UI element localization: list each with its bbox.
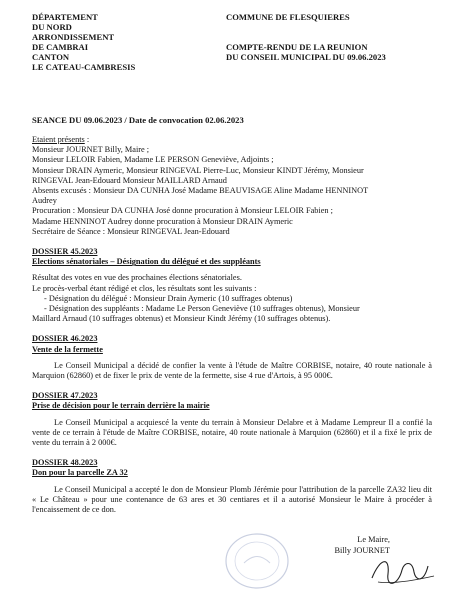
attendance-line: Absents excusés : Monsieur DA CUNHA José Madame BEAUVISAGE Aline Madame HENNINOT	[32, 186, 369, 196]
dossier-title: Don pour la parcelle ZA 32	[32, 468, 128, 478]
attendance-line: Monsieur JOURNET Billy, Maire ;	[32, 145, 150, 155]
dossier-title: Prise de décision pour le terrain derrière la mairie	[32, 401, 210, 411]
dossier-line: Maillard Arnaud (10 suffrages obtenus) et Monsieur Kindt Jérémy (10 suffrages obtenus).	[32, 314, 331, 324]
dossier-text: Le Conseil Municipal a décidé de confier la vente à l'étude de Maître CORBISE, notaire, 40 route nationale à Marquion (62860) et de fixer le prix de vente de la fermette, sise 4 rue d'Artois, à 95 000€.	[32, 360, 432, 381]
attendance-line: Madame HENNINOT Audrey donne procuration à Monsieur DRAIN Aymeric	[32, 216, 293, 226]
present-label: Etaient présents	[32, 135, 85, 144]
attendance-section: Etaient présents : Monsieur JOURNET Billy, Maire ; Monsieur LELOIR Fabien, Madame LE PERSON Geneviève, Adjoints ; Monsieur DRAIN Aymeric, Monsieur RINGEVAL Pierre-Luc, Monsieur KINDT Jérémy, Monsieur RINGEVAL Jean-Edouard Monsieur MAILLARD Arnaud Absents excusés : Monsieur DA CUNHA José Madame BEAUVISAGE Aline Madame HENNINOT Audrey Procuration : Monsieur DA CUNHA José donne procuration à Monsieur LELOIR Fabien ; Madame HENNINOT Audrey donne procuration à Monsieur DRAIN Aymeric Secrétaire de Séance : Monsieur RINGEVAL Jean-Edouard	[32, 135, 432, 237]
dossier-number: DOSSIER 45.2023	[32, 247, 98, 257]
attendance-line: Monsieur DRAIN Aymeric, Monsieur RINGEVAL Pierre-Luc, Monsieur KINDT Jérémy, Monsieur	[32, 165, 364, 175]
header-left-line: CANTON	[32, 52, 70, 62]
dossier-number: DOSSIER 48.2023	[32, 458, 98, 468]
dossier-number: DOSSIER 46.2023	[32, 334, 98, 344]
attendance-line: Monsieur LELOIR Fabien, Madame LE PERSON Geneviève, Adjoints ;	[32, 155, 274, 165]
dossier-line: Résultat des votes en vue des prochaines élections sénatoriales.	[32, 273, 242, 283]
dossier-title: Vente de la fermette	[32, 344, 103, 354]
report-title: COMPTE-RENDU DE LA REUNION	[226, 42, 368, 52]
signatory-role: Le Maire,	[357, 535, 390, 544]
dossier-title: Elections sénatoriales – Désignation du délégué et des suppléants	[32, 257, 261, 267]
report-subtitle: DU CONSEIL MUNICIPAL DU 09.06.2023	[226, 52, 386, 62]
header-left-line: ARRONDISSEMENT	[32, 32, 115, 42]
signatory-name: Billy JOURNET	[334, 545, 390, 555]
header-left-line: DÉPARTEMENT	[32, 12, 98, 22]
dossier-text: Le Conseil Municipal a accepté le don de Monsieur Plomb Jérémie pour l'attribution de la parcelle ZA32 lieu dit « Le Château » pour une contenance de 63 ares et 30 centiares et il a autorisé Monsieur le Maire à procéder à l'encaissement de ce don.	[32, 484, 432, 515]
attendance-line: Secrétaire de Séance : Monsieur RINGEVAL Jean-Edouard	[32, 226, 230, 236]
header-left-line: DE CAMBRAI	[32, 42, 89, 52]
dossier-47	[32, 391, 432, 448]
municipal-seal-stamp	[222, 530, 292, 592]
document-body	[32, 135, 432, 515]
handwritten-signature	[368, 548, 438, 593]
header-left	[32, 12, 202, 72]
commune-name: COMMUNE DE FLESQUIERES	[226, 12, 350, 22]
dossier-line: - Désignation du délégué : Monsieur Drain Aymeric (10 suffrages obtenus)	[44, 293, 293, 303]
dossier-line: - Désignation des suppléants : Madame Le Person Geneviève (10 suffrages obtenus), Monsieur	[44, 304, 360, 314]
attendance-line: Audrey	[32, 196, 57, 206]
seance-line: SEANCE DU 09.06.2023 / Date de convocation 02.06.2023	[32, 115, 244, 125]
header-left-line: DU NORD	[32, 22, 72, 32]
dossier-46	[32, 334, 432, 381]
header-left-line: LE CATEAU-CAMBRESIS	[32, 62, 136, 72]
attendance-line: Procuration : Monsieur DA CUNHA José donne procuration à Monsieur LELOIR Fabien ;	[32, 206, 333, 216]
attendance-line: RINGEVAL Jean-Edouard Monsieur MAILLARD Arnaud	[32, 175, 227, 185]
dossier-45	[32, 247, 432, 324]
dossier-line: Le procès-verbal étant rédigé et clos, les résultats sont les suivants :	[32, 283, 257, 293]
dossier-number: DOSSIER 47.2023	[32, 391, 98, 401]
dossier-text: Le Conseil Municipal a acquiescé la vente du terrain à Monsieur Delabre et à Madame Lempreur Il a confié la vente de ce terrain à l'étude de Maître CORBISE, notaire, 40 route nationale à Marquion (62860) et il a fixé le prix de vente du terrain à 2 000€.	[32, 417, 432, 448]
header-right	[226, 12, 441, 62]
dossier-48	[32, 458, 432, 515]
